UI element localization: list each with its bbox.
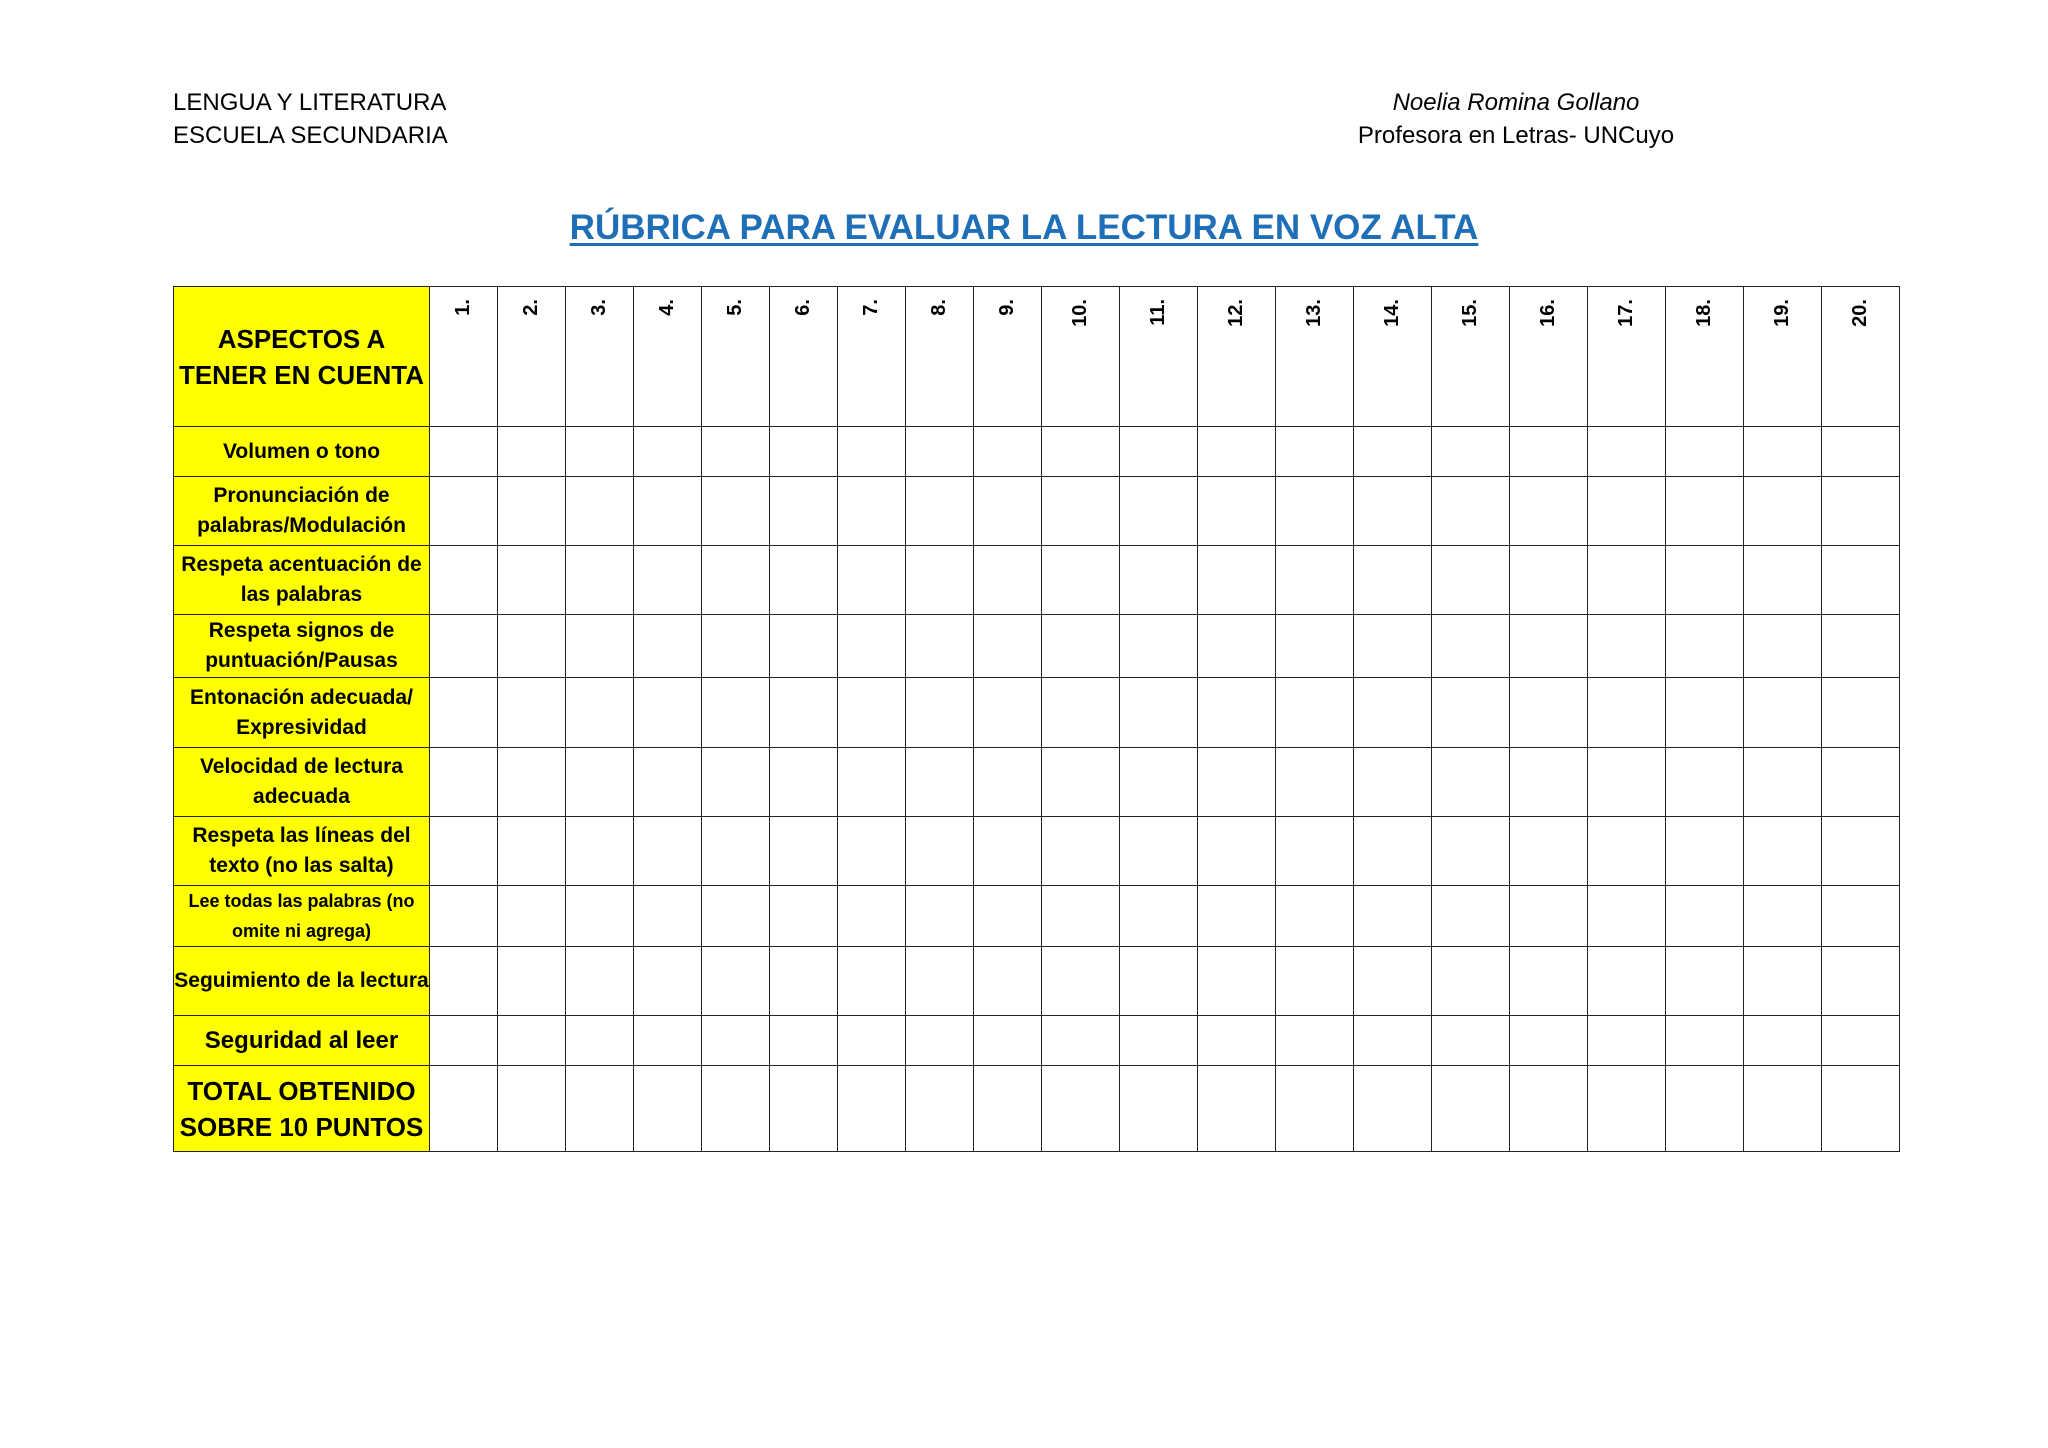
author-name: Noelia Romina Gollano	[1392, 89, 1640, 116]
rubric-row	[174, 886, 1900, 947]
score-cell[interactable]	[1276, 947, 1354, 1016]
score-cell[interactable]	[906, 546, 974, 615]
score-cell[interactable]	[1120, 817, 1198, 886]
student-column-header	[838, 287, 906, 427]
score-cell[interactable]	[1510, 947, 1588, 1016]
score-cell[interactable]	[1744, 817, 1822, 886]
score-cell[interactable]	[974, 886, 1042, 947]
score-cell[interactable]	[1276, 546, 1354, 615]
rubric-row	[174, 427, 1900, 477]
score-cell[interactable]	[770, 678, 838, 748]
score-cell[interactable]	[1120, 615, 1198, 678]
school-level-label: ESCUELA SECUNDARIA	[173, 122, 448, 149]
subject-label: LENGUA Y LITERATURA	[173, 89, 447, 116]
score-cell[interactable]	[1432, 886, 1510, 947]
student-column-header	[1354, 287, 1432, 427]
score-cell[interactable]	[1588, 477, 1666, 546]
score-cell[interactable]	[838, 748, 906, 817]
score-cell[interactable]	[1120, 678, 1198, 748]
score-cell[interactable]	[1822, 886, 1900, 947]
score-cell[interactable]	[770, 886, 838, 947]
score-cell[interactable]	[838, 477, 906, 546]
score-cell[interactable]	[1354, 817, 1432, 886]
score-cell[interactable]	[702, 1016, 770, 1066]
score-cell[interactable]	[974, 615, 1042, 678]
student-number: 6.	[792, 299, 814, 316]
score-cell[interactable]	[906, 1016, 974, 1066]
score-cell[interactable]	[1822, 947, 1900, 1016]
score-cell[interactable]	[1588, 1016, 1666, 1066]
student-number: 8.	[928, 299, 950, 316]
score-cell[interactable]	[838, 947, 906, 1016]
score-cell[interactable]	[498, 477, 566, 546]
score-cell[interactable]	[1354, 678, 1432, 748]
student-number: 17.	[1615, 299, 1637, 327]
score-cell[interactable]	[838, 615, 906, 678]
student-column-header	[1822, 287, 1900, 427]
student-number: 12.	[1225, 299, 1247, 327]
score-cell[interactable]	[430, 947, 498, 1016]
score-cell[interactable]	[430, 678, 498, 748]
header-right	[1356, 86, 1676, 152]
score-cell[interactable]	[906, 427, 974, 477]
score-cell[interactable]	[1276, 748, 1354, 817]
student-number: 9.	[996, 299, 1018, 316]
score-cell[interactable]	[1354, 748, 1432, 817]
score-cell[interactable]	[906, 886, 974, 947]
student-number: 19.	[1771, 299, 1793, 327]
score-cell[interactable]	[1432, 678, 1510, 748]
score-cell[interactable]	[1588, 748, 1666, 817]
score-cell[interactable]	[1432, 748, 1510, 817]
score-cell[interactable]	[1744, 615, 1822, 678]
score-cell[interactable]	[566, 678, 634, 748]
score-cell[interactable]	[1354, 477, 1432, 546]
score-cell[interactable]	[1744, 1016, 1822, 1066]
score-cell[interactable]	[1666, 477, 1744, 546]
score-cell[interactable]	[838, 546, 906, 615]
score-cell[interactable]	[1588, 678, 1666, 748]
score-cell[interactable]	[1120, 427, 1198, 477]
rubric-row	[174, 678, 1900, 748]
score-cell[interactable]	[634, 748, 702, 817]
score-cell[interactable]	[1666, 678, 1744, 748]
score-cell[interactable]	[906, 615, 974, 678]
score-cell[interactable]	[498, 615, 566, 678]
score-cell[interactable]	[1276, 615, 1354, 678]
student-number: 10.	[1069, 299, 1091, 327]
score-cell[interactable]	[1744, 886, 1822, 947]
score-cell[interactable]	[770, 615, 838, 678]
score-cell[interactable]	[1198, 546, 1276, 615]
score-cell[interactable]	[1042, 427, 1120, 477]
score-cell[interactable]	[1432, 1016, 1510, 1066]
score-cell[interactable]	[974, 748, 1042, 817]
score-cell[interactable]	[1510, 615, 1588, 678]
score-cell[interactable]	[430, 748, 498, 817]
aspect-label: Respeta las líneas del texto (no las salta)	[174, 817, 430, 886]
score-cell[interactable]	[1354, 886, 1432, 947]
aspect-label: Volumen o tono	[174, 427, 430, 477]
score-cell[interactable]	[1510, 1016, 1588, 1066]
score-cell[interactable]	[1432, 947, 1510, 1016]
score-cell[interactable]	[1510, 886, 1588, 947]
score-cell[interactable]	[1822, 1016, 1900, 1066]
student-number: 2.	[520, 299, 542, 316]
score-cell[interactable]	[1042, 477, 1120, 546]
score-cell[interactable]	[1276, 678, 1354, 748]
score-cell[interactable]	[634, 1066, 702, 1152]
score-cell[interactable]	[974, 947, 1042, 1016]
score-cell[interactable]	[770, 546, 838, 615]
score-cell[interactable]	[1822, 546, 1900, 615]
score-cell[interactable]	[1588, 427, 1666, 477]
score-cell[interactable]	[1666, 817, 1744, 886]
score-cell[interactable]	[906, 1066, 974, 1152]
score-cell[interactable]	[1588, 886, 1666, 947]
score-cell[interactable]	[1822, 477, 1900, 546]
score-cell[interactable]	[1822, 427, 1900, 477]
score-cell[interactable]	[498, 427, 566, 477]
score-cell[interactable]	[634, 886, 702, 947]
score-cell[interactable]	[1822, 678, 1900, 748]
score-cell[interactable]	[634, 817, 702, 886]
score-cell[interactable]	[1432, 477, 1510, 546]
score-cell[interactable]	[1198, 886, 1276, 947]
student-column-header	[1588, 287, 1666, 427]
student-number: 18.	[1693, 299, 1715, 327]
score-cell[interactable]	[1510, 817, 1588, 886]
score-cell[interactable]	[1198, 748, 1276, 817]
score-cell[interactable]	[1432, 817, 1510, 886]
score-cell[interactable]	[634, 678, 702, 748]
student-column-header	[906, 287, 974, 427]
score-cell[interactable]	[430, 477, 498, 546]
score-cell[interactable]	[1354, 1066, 1432, 1152]
score-cell[interactable]	[1042, 748, 1120, 817]
score-cell[interactable]	[1042, 817, 1120, 886]
header-row	[174, 287, 1900, 427]
score-cell[interactable]	[430, 1066, 498, 1152]
student-column-header	[1042, 287, 1120, 427]
score-cell[interactable]	[838, 1016, 906, 1066]
score-cell[interactable]	[702, 615, 770, 678]
score-cell[interactable]	[838, 427, 906, 477]
aspect-label: Seguridad al leer	[174, 1016, 430, 1066]
student-number: 15.	[1459, 299, 1481, 327]
aspect-label: Respeta signos de puntuación/Pausas	[174, 615, 430, 678]
score-cell[interactable]	[1588, 615, 1666, 678]
score-cell[interactable]	[1510, 427, 1588, 477]
score-cell[interactable]	[1120, 477, 1198, 546]
student-column-header	[1198, 287, 1276, 427]
score-cell[interactable]	[974, 678, 1042, 748]
score-cell[interactable]	[430, 546, 498, 615]
student-column-header	[1432, 287, 1510, 427]
score-cell[interactable]	[498, 947, 566, 1016]
score-cell[interactable]	[566, 615, 634, 678]
student-number: 20.	[1849, 299, 1871, 327]
score-cell[interactable]	[566, 947, 634, 1016]
score-cell[interactable]	[1276, 1066, 1354, 1152]
score-cell[interactable]	[838, 817, 906, 886]
score-cell[interactable]	[1276, 427, 1354, 477]
score-cell[interactable]	[770, 1016, 838, 1066]
score-cell[interactable]	[702, 817, 770, 886]
score-cell[interactable]	[906, 748, 974, 817]
score-cell[interactable]	[1042, 615, 1120, 678]
rubric-row	[174, 477, 1900, 546]
student-number: 7.	[860, 299, 882, 316]
aspect-label: Lee todas las palabras (no omite ni agrega)	[174, 886, 430, 947]
score-cell[interactable]	[1822, 1066, 1900, 1152]
aspect-label: Pronunciación de palabras/Modulación	[174, 477, 430, 546]
score-cell[interactable]	[974, 1016, 1042, 1066]
score-cell[interactable]	[566, 477, 634, 546]
score-cell[interactable]	[1198, 947, 1276, 1016]
aspects-header-cell: ASPECTOS A TENER EN CUENTA	[174, 287, 430, 427]
aspect-label: Entonación adecuada/ Expresividad	[174, 678, 430, 748]
score-cell[interactable]	[1666, 1066, 1744, 1152]
score-cell[interactable]	[1276, 1016, 1354, 1066]
student-column-header	[770, 287, 838, 427]
score-cell[interactable]	[1744, 947, 1822, 1016]
rubric-table	[173, 286, 1900, 1152]
score-cell[interactable]	[1120, 947, 1198, 1016]
score-cell[interactable]	[634, 615, 702, 678]
score-cell[interactable]	[702, 477, 770, 546]
score-cell[interactable]	[566, 1066, 634, 1152]
student-column-header	[1744, 287, 1822, 427]
score-cell[interactable]	[1666, 886, 1744, 947]
score-cell[interactable]	[430, 817, 498, 886]
student-number: 13.	[1303, 299, 1325, 327]
score-cell[interactable]	[1120, 1066, 1198, 1152]
rubric-row	[174, 817, 1900, 886]
score-cell[interactable]	[1198, 678, 1276, 748]
score-cell[interactable]	[770, 947, 838, 1016]
score-cell[interactable]	[1744, 748, 1822, 817]
score-cell[interactable]	[1354, 546, 1432, 615]
score-cell[interactable]	[702, 947, 770, 1016]
student-column-header	[430, 287, 498, 427]
score-cell[interactable]	[906, 477, 974, 546]
score-cell[interactable]	[1744, 678, 1822, 748]
score-cell[interactable]	[702, 427, 770, 477]
student-number: 11.	[1147, 299, 1169, 326]
score-cell[interactable]	[1198, 477, 1276, 546]
score-cell[interactable]	[838, 886, 906, 947]
header-left	[173, 86, 448, 152]
score-cell[interactable]	[1510, 546, 1588, 615]
score-cell[interactable]	[1198, 1016, 1276, 1066]
score-cell[interactable]	[1198, 615, 1276, 678]
score-cell[interactable]	[1432, 615, 1510, 678]
score-cell[interactable]	[1822, 748, 1900, 817]
page-title: RÚBRICA PARA EVALUAR LA LECTURA EN VOZ ALTA	[569, 208, 1479, 247]
score-cell[interactable]	[498, 1066, 566, 1152]
author-title: Profesora en Letras- UNCuyo	[1357, 122, 1675, 149]
student-number: 5.	[724, 299, 746, 316]
score-cell[interactable]	[974, 817, 1042, 886]
rubric-row	[174, 1066, 1900, 1152]
score-cell[interactable]	[974, 427, 1042, 477]
score-cell[interactable]	[702, 678, 770, 748]
rubric-row	[174, 947, 1900, 1016]
score-cell[interactable]	[1120, 1016, 1198, 1066]
student-column-header	[498, 287, 566, 427]
student-number: 14.	[1381, 299, 1403, 327]
score-cell[interactable]	[566, 886, 634, 947]
score-cell[interactable]	[906, 817, 974, 886]
score-cell[interactable]	[770, 817, 838, 886]
student-column-header	[1276, 287, 1354, 427]
score-cell[interactable]	[838, 1066, 906, 1152]
score-cell[interactable]	[1744, 546, 1822, 615]
score-cell[interactable]	[430, 1016, 498, 1066]
score-cell[interactable]	[1120, 886, 1198, 947]
score-cell[interactable]	[770, 1066, 838, 1152]
score-cell[interactable]	[1510, 678, 1588, 748]
score-cell[interactable]	[634, 477, 702, 546]
score-cell[interactable]	[566, 546, 634, 615]
score-cell[interactable]	[1120, 546, 1198, 615]
score-cell[interactable]	[498, 678, 566, 748]
rubric-row	[174, 748, 1900, 817]
score-cell[interactable]	[634, 427, 702, 477]
score-cell[interactable]	[1354, 615, 1432, 678]
score-cell[interactable]	[974, 477, 1042, 546]
score-cell[interactable]	[566, 748, 634, 817]
student-number: 16.	[1537, 299, 1559, 327]
rubric-row	[174, 615, 1900, 678]
score-cell[interactable]	[1042, 947, 1120, 1016]
score-cell[interactable]	[1432, 1066, 1510, 1152]
score-cell[interactable]	[770, 427, 838, 477]
score-cell[interactable]	[1588, 817, 1666, 886]
rubric-row	[174, 546, 1900, 615]
score-cell[interactable]	[1588, 947, 1666, 1016]
score-cell[interactable]	[1666, 1016, 1744, 1066]
score-cell[interactable]	[634, 947, 702, 1016]
score-cell[interactable]	[1744, 427, 1822, 477]
student-column-header	[566, 287, 634, 427]
score-cell[interactable]	[1042, 546, 1120, 615]
score-cell[interactable]	[1276, 886, 1354, 947]
score-cell[interactable]	[1822, 817, 1900, 886]
student-number: 1.	[452, 299, 474, 316]
score-cell[interactable]	[1744, 1066, 1822, 1152]
student-column-header	[1666, 287, 1744, 427]
score-cell[interactable]	[1198, 427, 1276, 477]
aspect-label: Velocidad de lectura adecuada	[174, 748, 430, 817]
score-cell[interactable]	[498, 817, 566, 886]
score-cell[interactable]	[1666, 427, 1744, 477]
student-number: 3.	[588, 299, 610, 316]
score-cell[interactable]	[1510, 477, 1588, 546]
score-cell[interactable]	[1276, 817, 1354, 886]
score-cell[interactable]	[566, 427, 634, 477]
score-cell[interactable]	[770, 477, 838, 546]
score-cell[interactable]	[498, 1016, 566, 1066]
score-cell[interactable]	[566, 817, 634, 886]
score-cell[interactable]	[838, 678, 906, 748]
aspect-label: TOTAL OBTENIDO SOBRE 10 PUNTOS	[174, 1066, 430, 1152]
score-cell[interactable]	[906, 947, 974, 1016]
score-cell[interactable]	[1432, 427, 1510, 477]
score-cell[interactable]	[1198, 1066, 1276, 1152]
score-cell[interactable]	[1666, 947, 1744, 1016]
score-cell[interactable]	[1354, 947, 1432, 1016]
score-cell[interactable]	[702, 886, 770, 947]
student-number: 4.	[656, 299, 678, 316]
student-column-header	[1510, 287, 1588, 427]
score-cell[interactable]	[1042, 886, 1120, 947]
score-cell[interactable]	[1432, 546, 1510, 615]
score-cell[interactable]	[1822, 615, 1900, 678]
score-cell[interactable]	[566, 1016, 634, 1066]
score-cell[interactable]	[1744, 477, 1822, 546]
score-cell[interactable]	[974, 546, 1042, 615]
score-cell[interactable]	[1042, 678, 1120, 748]
score-cell[interactable]	[906, 678, 974, 748]
score-cell[interactable]	[974, 1066, 1042, 1152]
score-cell[interactable]	[634, 546, 702, 615]
score-cell[interactable]	[1354, 1016, 1432, 1066]
student-column-header	[634, 287, 702, 427]
score-cell[interactable]	[1666, 748, 1744, 817]
student-column-header	[974, 287, 1042, 427]
score-cell[interactable]	[1120, 748, 1198, 817]
score-cell[interactable]	[1510, 748, 1588, 817]
score-cell[interactable]	[634, 1016, 702, 1066]
score-cell[interactable]	[1588, 546, 1666, 615]
score-cell[interactable]	[1510, 1066, 1588, 1152]
score-cell[interactable]	[498, 546, 566, 615]
score-cell[interactable]	[1276, 477, 1354, 546]
score-cell[interactable]	[770, 748, 838, 817]
score-cell[interactable]	[1354, 427, 1432, 477]
score-cell[interactable]	[498, 886, 566, 947]
student-column-header	[702, 287, 770, 427]
score-cell[interactable]	[1588, 1066, 1666, 1152]
student-column-header	[1120, 287, 1198, 427]
score-cell[interactable]	[1198, 817, 1276, 886]
score-cell[interactable]	[1666, 615, 1744, 678]
score-cell[interactable]	[1042, 1016, 1120, 1066]
score-cell[interactable]	[430, 427, 498, 477]
score-cell[interactable]	[1666, 546, 1744, 615]
score-cell[interactable]	[498, 748, 566, 817]
score-cell[interactable]	[702, 546, 770, 615]
score-cell[interactable]	[430, 615, 498, 678]
score-cell[interactable]	[702, 748, 770, 817]
score-cell[interactable]	[702, 1066, 770, 1152]
score-cell[interactable]	[430, 886, 498, 947]
aspect-label: Respeta acentuación de las palabras	[174, 546, 430, 615]
aspect-label: Seguimiento de la lectura	[174, 947, 430, 1016]
rubric-row	[174, 1016, 1900, 1066]
score-cell[interactable]	[1042, 1066, 1120, 1152]
